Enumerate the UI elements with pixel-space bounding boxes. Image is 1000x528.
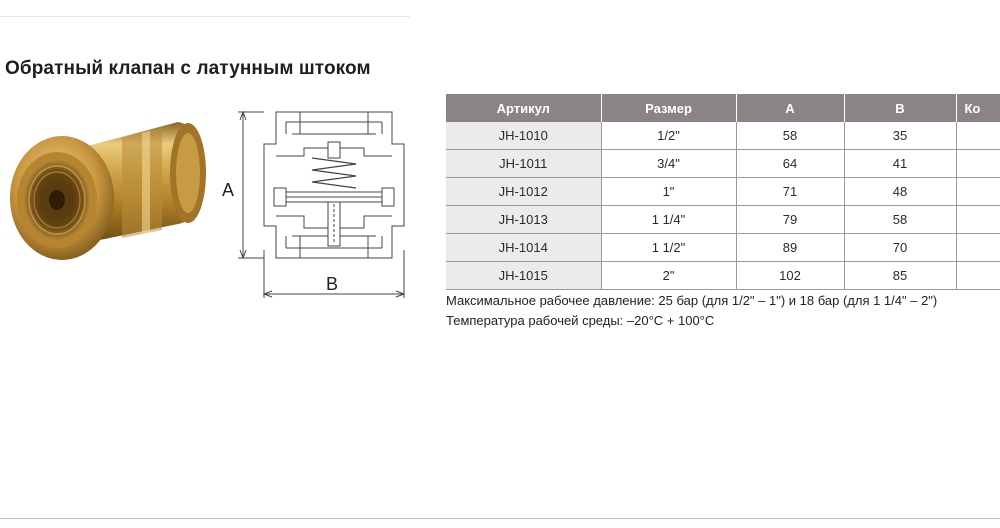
- cell-size: 1 1/4": [601, 206, 736, 234]
- cell-extra: [956, 234, 1000, 262]
- cell-a: 64: [736, 150, 844, 178]
- cell-article: JH-1010: [446, 122, 601, 150]
- cell-b: 58: [844, 206, 956, 234]
- page-title: Обратный клапан с латунным штоком: [5, 58, 371, 79]
- cell-article: JH-1015: [446, 262, 601, 290]
- cell-extra: [956, 206, 1000, 234]
- cell-a: 102: [736, 262, 844, 290]
- table-row: [446, 206, 1000, 234]
- cell-article: JH-1014: [446, 234, 601, 262]
- cell-b: 85: [844, 262, 956, 290]
- valve-drawing: [216, 100, 416, 300]
- cell-size: 1 1/2": [601, 234, 736, 262]
- cell-size: 1/2": [601, 122, 736, 150]
- cell-size: 1": [601, 178, 736, 206]
- header-b: B: [844, 94, 956, 122]
- table-header-row: [446, 94, 1000, 122]
- cell-extra: [956, 262, 1000, 290]
- cell-article: JH-1012: [446, 178, 601, 206]
- valve-face: [10, 136, 114, 260]
- header-size: Размер: [601, 94, 736, 122]
- bottom-divider: [0, 518, 1000, 519]
- pressure-note: Максимальное рабочее давление: 25 бар (для 1/2" – 1") и 18 бар (для 1 1/4" – 2"): [446, 293, 938, 308]
- header-a: A: [736, 94, 844, 122]
- dimension-b-label: B: [326, 274, 339, 294]
- cell-b: 41: [844, 150, 956, 178]
- cell-extra: [956, 122, 1000, 150]
- dimension-a-label: A: [222, 180, 235, 200]
- cell-size: 3/4": [601, 150, 736, 178]
- cell-b: 48: [844, 178, 956, 206]
- header-article: Артикул: [446, 94, 601, 122]
- table-row: [446, 234, 1000, 262]
- table-row: [446, 178, 1000, 206]
- cell-a: 71: [736, 178, 844, 206]
- cell-b: 70: [844, 234, 956, 262]
- top-divider: [0, 16, 410, 17]
- cell-article: JH-1013: [446, 206, 601, 234]
- table-row: [446, 262, 1000, 290]
- cell-a: 79: [736, 206, 844, 234]
- cell-a: 58: [736, 122, 844, 150]
- cell-b: 35: [844, 122, 956, 150]
- spec-table-container: [446, 94, 1000, 290]
- cell-extra: [956, 150, 1000, 178]
- header-extra: Ко: [956, 94, 1000, 122]
- cell-extra: [956, 178, 1000, 206]
- notes: [446, 291, 937, 331]
- cell-size: 2": [601, 262, 736, 290]
- cell-a: 89: [736, 234, 844, 262]
- valve-photo: [2, 112, 214, 272]
- cell-article: JH-1011: [446, 150, 601, 178]
- temperature-note: Температура рабочей среды: –20°С + 100°С: [446, 313, 715, 328]
- table-row: [446, 122, 1000, 150]
- table-row: [446, 150, 1000, 178]
- spec-table: [446, 94, 1000, 290]
